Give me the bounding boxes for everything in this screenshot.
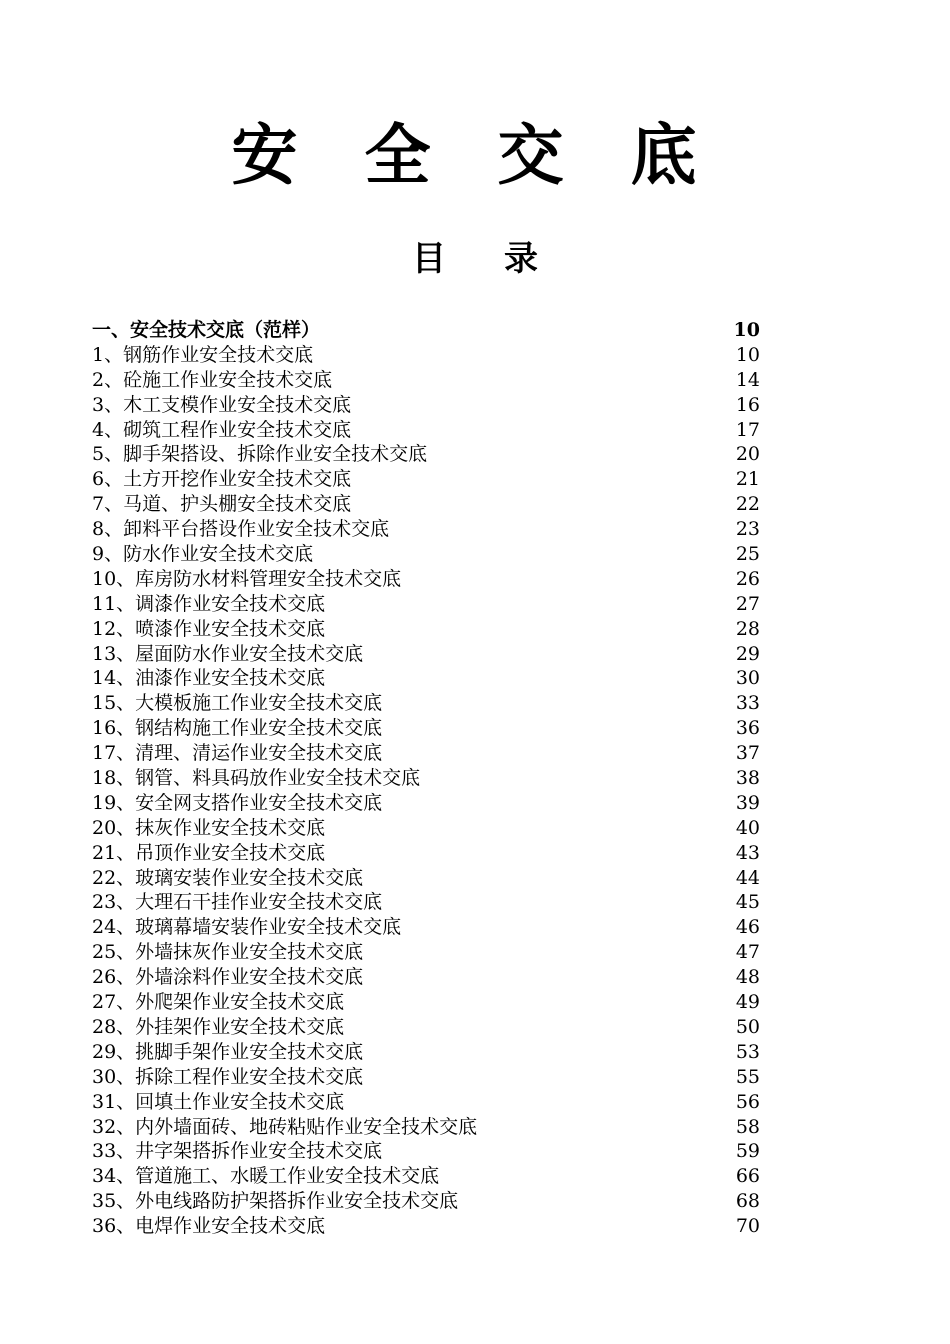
toc-entry-label: 8、卸料平台搭设作业安全技术交底 <box>92 518 390 541</box>
toc-entry[interactable] <box>92 418 760 443</box>
toc-entry-label: 一、安全技术交底（范样） <box>92 319 321 341</box>
toc-entry[interactable] <box>92 1115 760 1140</box>
toc-entry-label: 10、库房防水材料管理安全技术交底 <box>92 567 402 590</box>
toc-entry-page-number: 23 <box>735 518 760 541</box>
toc-entry-label: 32、内外墙面砖、地砖粘贴作业安全技术交底 <box>92 1115 478 1138</box>
document-title: 安 全 交 底 <box>231 116 719 194</box>
toc-entry-label: 4、砌筑工程作业安全技术交底 <box>92 418 352 441</box>
toc-entry[interactable] <box>92 990 760 1015</box>
toc-entry-label: 34、管道施工、水暖工作业安全技术交底 <box>92 1165 440 1188</box>
toc-entry-page-number: 53 <box>735 1040 760 1063</box>
toc-entry-page-number: 37 <box>735 742 760 765</box>
toc-entry-page-number: 50 <box>735 1015 760 1038</box>
toc-entry[interactable] <box>92 1139 760 1164</box>
toc-entry-label: 27、外爬架作业安全技术交底 <box>92 991 345 1014</box>
toc-entry-label: 26、外墙涂料作业安全技术交底 <box>92 966 364 989</box>
toc-entry[interactable] <box>92 467 760 492</box>
toc-entry-label: 11、调漆作业安全技术交底 <box>92 592 326 615</box>
toc-entry-page-number: 28 <box>735 617 760 640</box>
toc-entry[interactable] <box>92 542 760 567</box>
toc-entry-label: 23、大理石干挂作业安全技术交底 <box>92 891 383 914</box>
toc-entry[interactable] <box>92 915 760 940</box>
toc-entry-label: 3、木工支模作业安全技术交底 <box>92 393 352 416</box>
toc-entry-label: 12、喷漆作业安全技术交底 <box>92 617 326 640</box>
toc-entry-page-number: 48 <box>735 966 760 989</box>
toc-entry-page-number: 39 <box>735 791 760 814</box>
toc-entry-label: 35、外电线路防护架搭拆作业安全技术交底 <box>92 1190 459 1213</box>
toc-entry-label: 33、井字架搭拆作业安全技术交底 <box>92 1140 383 1163</box>
toc-entry[interactable] <box>92 766 760 791</box>
toc-section-heading[interactable] <box>92 318 760 343</box>
toc-entry[interactable] <box>92 1164 760 1189</box>
toc-entry-page-number: 21 <box>735 468 760 491</box>
toc-entry-label: 24、玻璃幕墙安装作业安全技术交底 <box>92 916 402 939</box>
toc-heading: 目录 <box>412 239 596 279</box>
toc-entry-page-number: 68 <box>735 1190 760 1213</box>
toc-entry[interactable] <box>92 592 760 617</box>
toc-entry-page-number: 33 <box>735 692 760 715</box>
toc-entry[interactable] <box>92 617 760 642</box>
toc-entry-page-number: 20 <box>735 443 760 466</box>
toc-entry-page-number: 25 <box>735 543 760 566</box>
toc-entry-label: 1、钢筋作业安全技术交底 <box>92 343 314 366</box>
toc-entry-page-number: 49 <box>735 991 760 1014</box>
toc-entry-label: 17、清理、清运作业安全技术交底 <box>92 742 383 765</box>
toc-entry[interactable] <box>92 1065 760 1090</box>
toc-entry[interactable] <box>92 343 760 368</box>
toc-entry-label: 13、屋面防水作业安全技术交底 <box>92 642 364 665</box>
toc-entry-label: 18、钢管、料具码放作业安全技术交底 <box>92 767 421 790</box>
toc-entry-page-number: 66 <box>735 1165 760 1188</box>
toc-entry-label: 6、土方开挖作业安全技术交底 <box>92 468 352 491</box>
toc-entry[interactable] <box>92 890 760 915</box>
toc-entry-page-number: 43 <box>735 841 760 864</box>
toc-entry-page-number: 44 <box>735 866 760 889</box>
toc-entry-page-number: 14 <box>735 368 760 391</box>
toc-entry[interactable] <box>92 866 760 891</box>
toc-entry-label: 19、安全网支搭作业安全技术交底 <box>92 791 383 814</box>
toc-entry-label: 5、脚手架搭设、拆除作业安全技术交底 <box>92 443 428 466</box>
toc-entry[interactable] <box>92 567 760 592</box>
toc-entry-label: 7、马道、护头棚安全技术交底 <box>92 493 352 516</box>
toc-entry[interactable] <box>92 517 760 542</box>
toc-entry[interactable] <box>92 841 760 866</box>
toc-entry-label: 31、回填土作业安全技术交底 <box>92 1090 345 1113</box>
toc-entry[interactable] <box>92 716 760 741</box>
toc-entry-page-number: 26 <box>735 567 760 590</box>
toc-entry-label: 14、油漆作业安全技术交底 <box>92 667 326 690</box>
toc-entry-page-number: 16 <box>735 393 760 416</box>
toc-entry[interactable] <box>92 816 760 841</box>
toc-entry[interactable] <box>92 1214 760 1239</box>
toc-entry-page-number: 55 <box>735 1065 760 1088</box>
toc-entry[interactable] <box>92 965 760 990</box>
toc-entry-page-number: 40 <box>735 816 760 839</box>
toc-entry-label: 29、挑脚手架作业安全技术交底 <box>92 1040 364 1063</box>
toc-entry-page-number: 17 <box>735 418 760 441</box>
toc-entry-label: 28、外挂架作业安全技术交底 <box>92 1015 345 1038</box>
toc-entry-label: 36、电焊作业安全技术交底 <box>92 1215 326 1238</box>
toc-entry-label: 25、外墙抹灰作业安全技术交底 <box>92 941 364 964</box>
toc-entry-page-number: 38 <box>735 767 760 790</box>
toc-entry[interactable] <box>92 691 760 716</box>
toc-entry-page-number: 10 <box>735 343 760 366</box>
toc-entry-label: 9、防水作业安全技术交底 <box>92 543 314 566</box>
toc-entry-page-number: 47 <box>735 941 760 964</box>
toc-entry[interactable] <box>92 393 760 418</box>
toc-entry-label: 20、抹灰作业安全技术交底 <box>92 816 326 839</box>
toc-entry-page-number: 45 <box>735 891 760 914</box>
toc-entry-page-number: 30 <box>735 667 760 690</box>
toc-entry[interactable] <box>92 940 760 965</box>
toc-entry-page-number: 58 <box>735 1115 760 1138</box>
toc-entry-label: 30、拆除工程作业安全技术交底 <box>92 1065 364 1088</box>
toc-entry[interactable] <box>92 1090 760 1115</box>
toc-entry[interactable] <box>92 1040 760 1065</box>
toc-entry-label: 22、玻璃安装作业安全技术交底 <box>92 866 364 889</box>
toc-entry[interactable] <box>92 791 760 816</box>
toc-entry[interactable] <box>92 1189 760 1214</box>
toc-entry-label: 2、砼施工作业安全技术交底 <box>92 368 333 391</box>
toc-entry-page-number: 36 <box>735 717 760 740</box>
toc-entry[interactable] <box>92 642 760 667</box>
toc-entry-page-number: 27 <box>735 592 760 615</box>
toc-entry-label: 21、吊顶作业安全技术交底 <box>92 841 326 864</box>
toc-entry-page-number: 46 <box>735 916 760 939</box>
toc-entry[interactable] <box>92 666 760 691</box>
toc-entry-page-number: 10 <box>733 319 760 341</box>
table-of-contents <box>92 318 760 1239</box>
toc-entry[interactable] <box>92 442 760 467</box>
toc-entry[interactable] <box>92 368 760 393</box>
toc-entry-page-number: 59 <box>735 1140 760 1163</box>
toc-entry[interactable] <box>92 1015 760 1040</box>
toc-entry-page-number: 22 <box>735 493 760 516</box>
toc-entry-page-number: 56 <box>735 1090 760 1113</box>
toc-entry-label: 15、大模板施工作业安全技术交底 <box>92 692 383 715</box>
toc-entry-label: 16、钢结构施工作业安全技术交底 <box>92 717 383 740</box>
toc-entry-page-number: 70 <box>735 1215 760 1238</box>
toc-entry[interactable] <box>92 492 760 517</box>
toc-entry-page-number: 29 <box>735 642 760 665</box>
toc-entry[interactable] <box>92 741 760 766</box>
